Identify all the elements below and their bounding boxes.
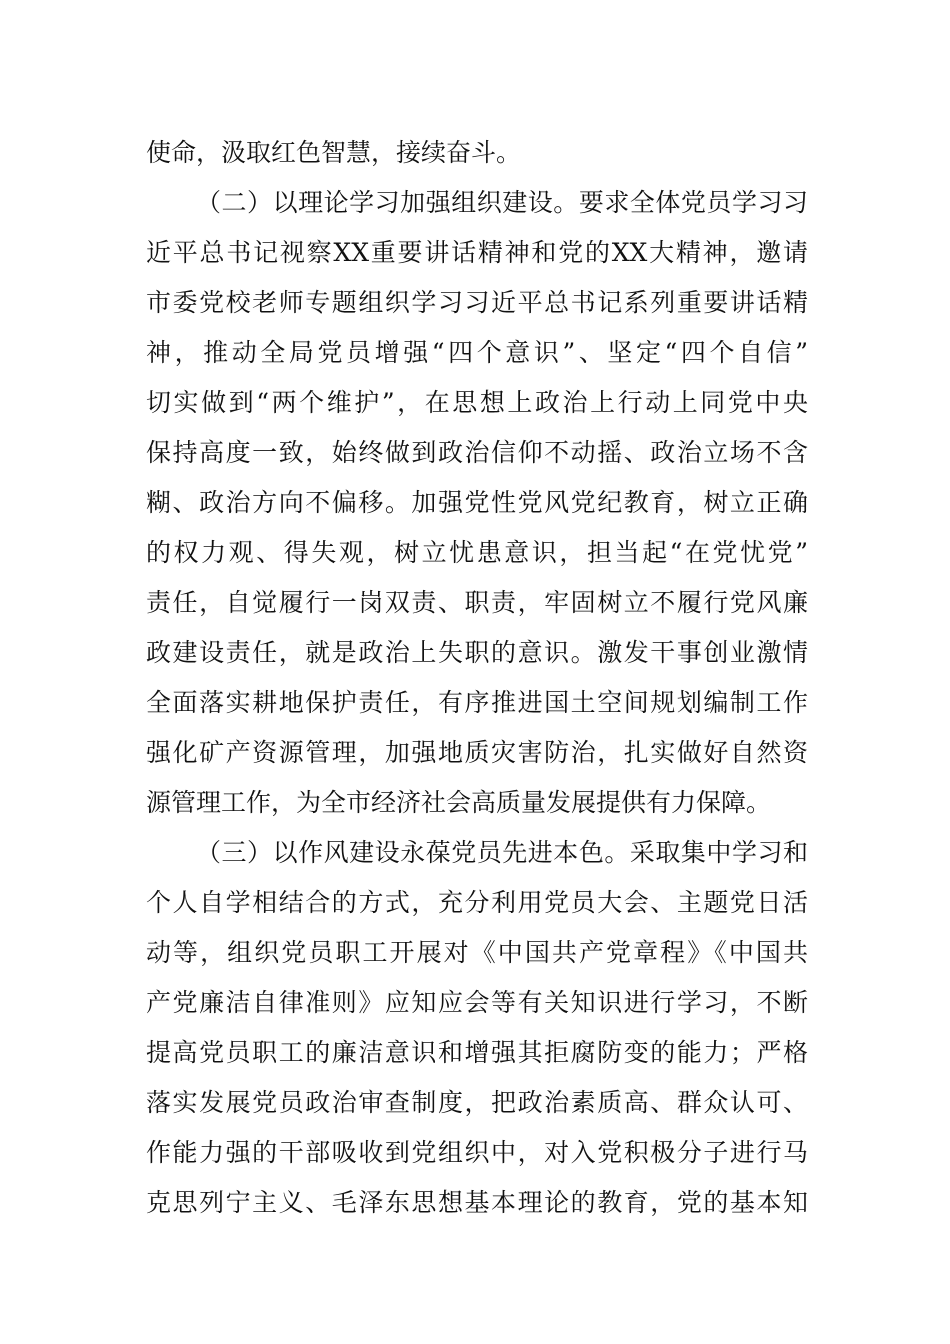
text-line: 全面落实耕地保护责任，有序推进国土空间规划编制工作 (146, 688, 808, 717)
text-line: 政建设责任，就是政治上失职的意识。激发干事创业激情 (146, 638, 808, 667)
text-line: 作能力强的干部吸收到党组织中，对入党积极分子进行马 (146, 1138, 808, 1167)
text-line: 落实发展党员政治审查制度，把政治素质高、群众认可、 (146, 1088, 808, 1117)
text-line: 提高党员职工的廉洁意识和增强其拒腐防变的能力；严格 (146, 1038, 808, 1067)
text-line: （三）以作风建设永葆党员先进本色。采取集中学习和 (196, 838, 808, 867)
text-line: 近平总书记视察XX重要讲话精神和党的XX大精神，邀请 (146, 238, 808, 267)
text-line: 的权力观、得失观，树立忧患意识，担当起“在党忧党” (146, 538, 808, 567)
text-line: 市委党校老师专题组织学习习近平总书记系列重要讲话精 (146, 288, 808, 317)
text-line: 源管理工作，为全市经济社会高质量发展提供有力保障。 (146, 788, 772, 817)
text-line: 个人自学相结合的方式，充分利用党员大会、主题党日活 (146, 888, 808, 917)
text-line: 使命，汲取红色智慧，接续奋斗。 (146, 138, 522, 167)
text-line: 责任，自觉履行一岗双责、职责，牢固树立不履行党风廉 (146, 588, 808, 617)
text-line: 产党廉洁自律准则》应知应会等有关知识进行学习，不断 (146, 988, 808, 1017)
text-line: 神，推动全局党员增强“四个意识”、坚定“四个自信” (146, 338, 808, 367)
text-line: 动等，组织党员职工开展对《中国共产党章程》《中国共 (146, 938, 808, 967)
text-line: 保持高度一致，始终做到政治信仰不动摇、政治立场不含 (146, 438, 808, 467)
text-line: 强化矿产资源管理，加强地质灾害防治，扎实做好自然资 (146, 738, 808, 767)
text-line: 糊、政治方向不偏移。加强党性党风党纪教育，树立正确 (146, 488, 808, 517)
text-line: 切实做到“两个维护”，在思想上政治上行动上同党中央 (146, 388, 808, 417)
text-line: 克思列宁主义、毛泽东思想基本理论的教育，党的基本知 (146, 1188, 808, 1217)
text-line: （二）以理论学习加强组织建设。要求全体党员学习习 (196, 188, 808, 217)
